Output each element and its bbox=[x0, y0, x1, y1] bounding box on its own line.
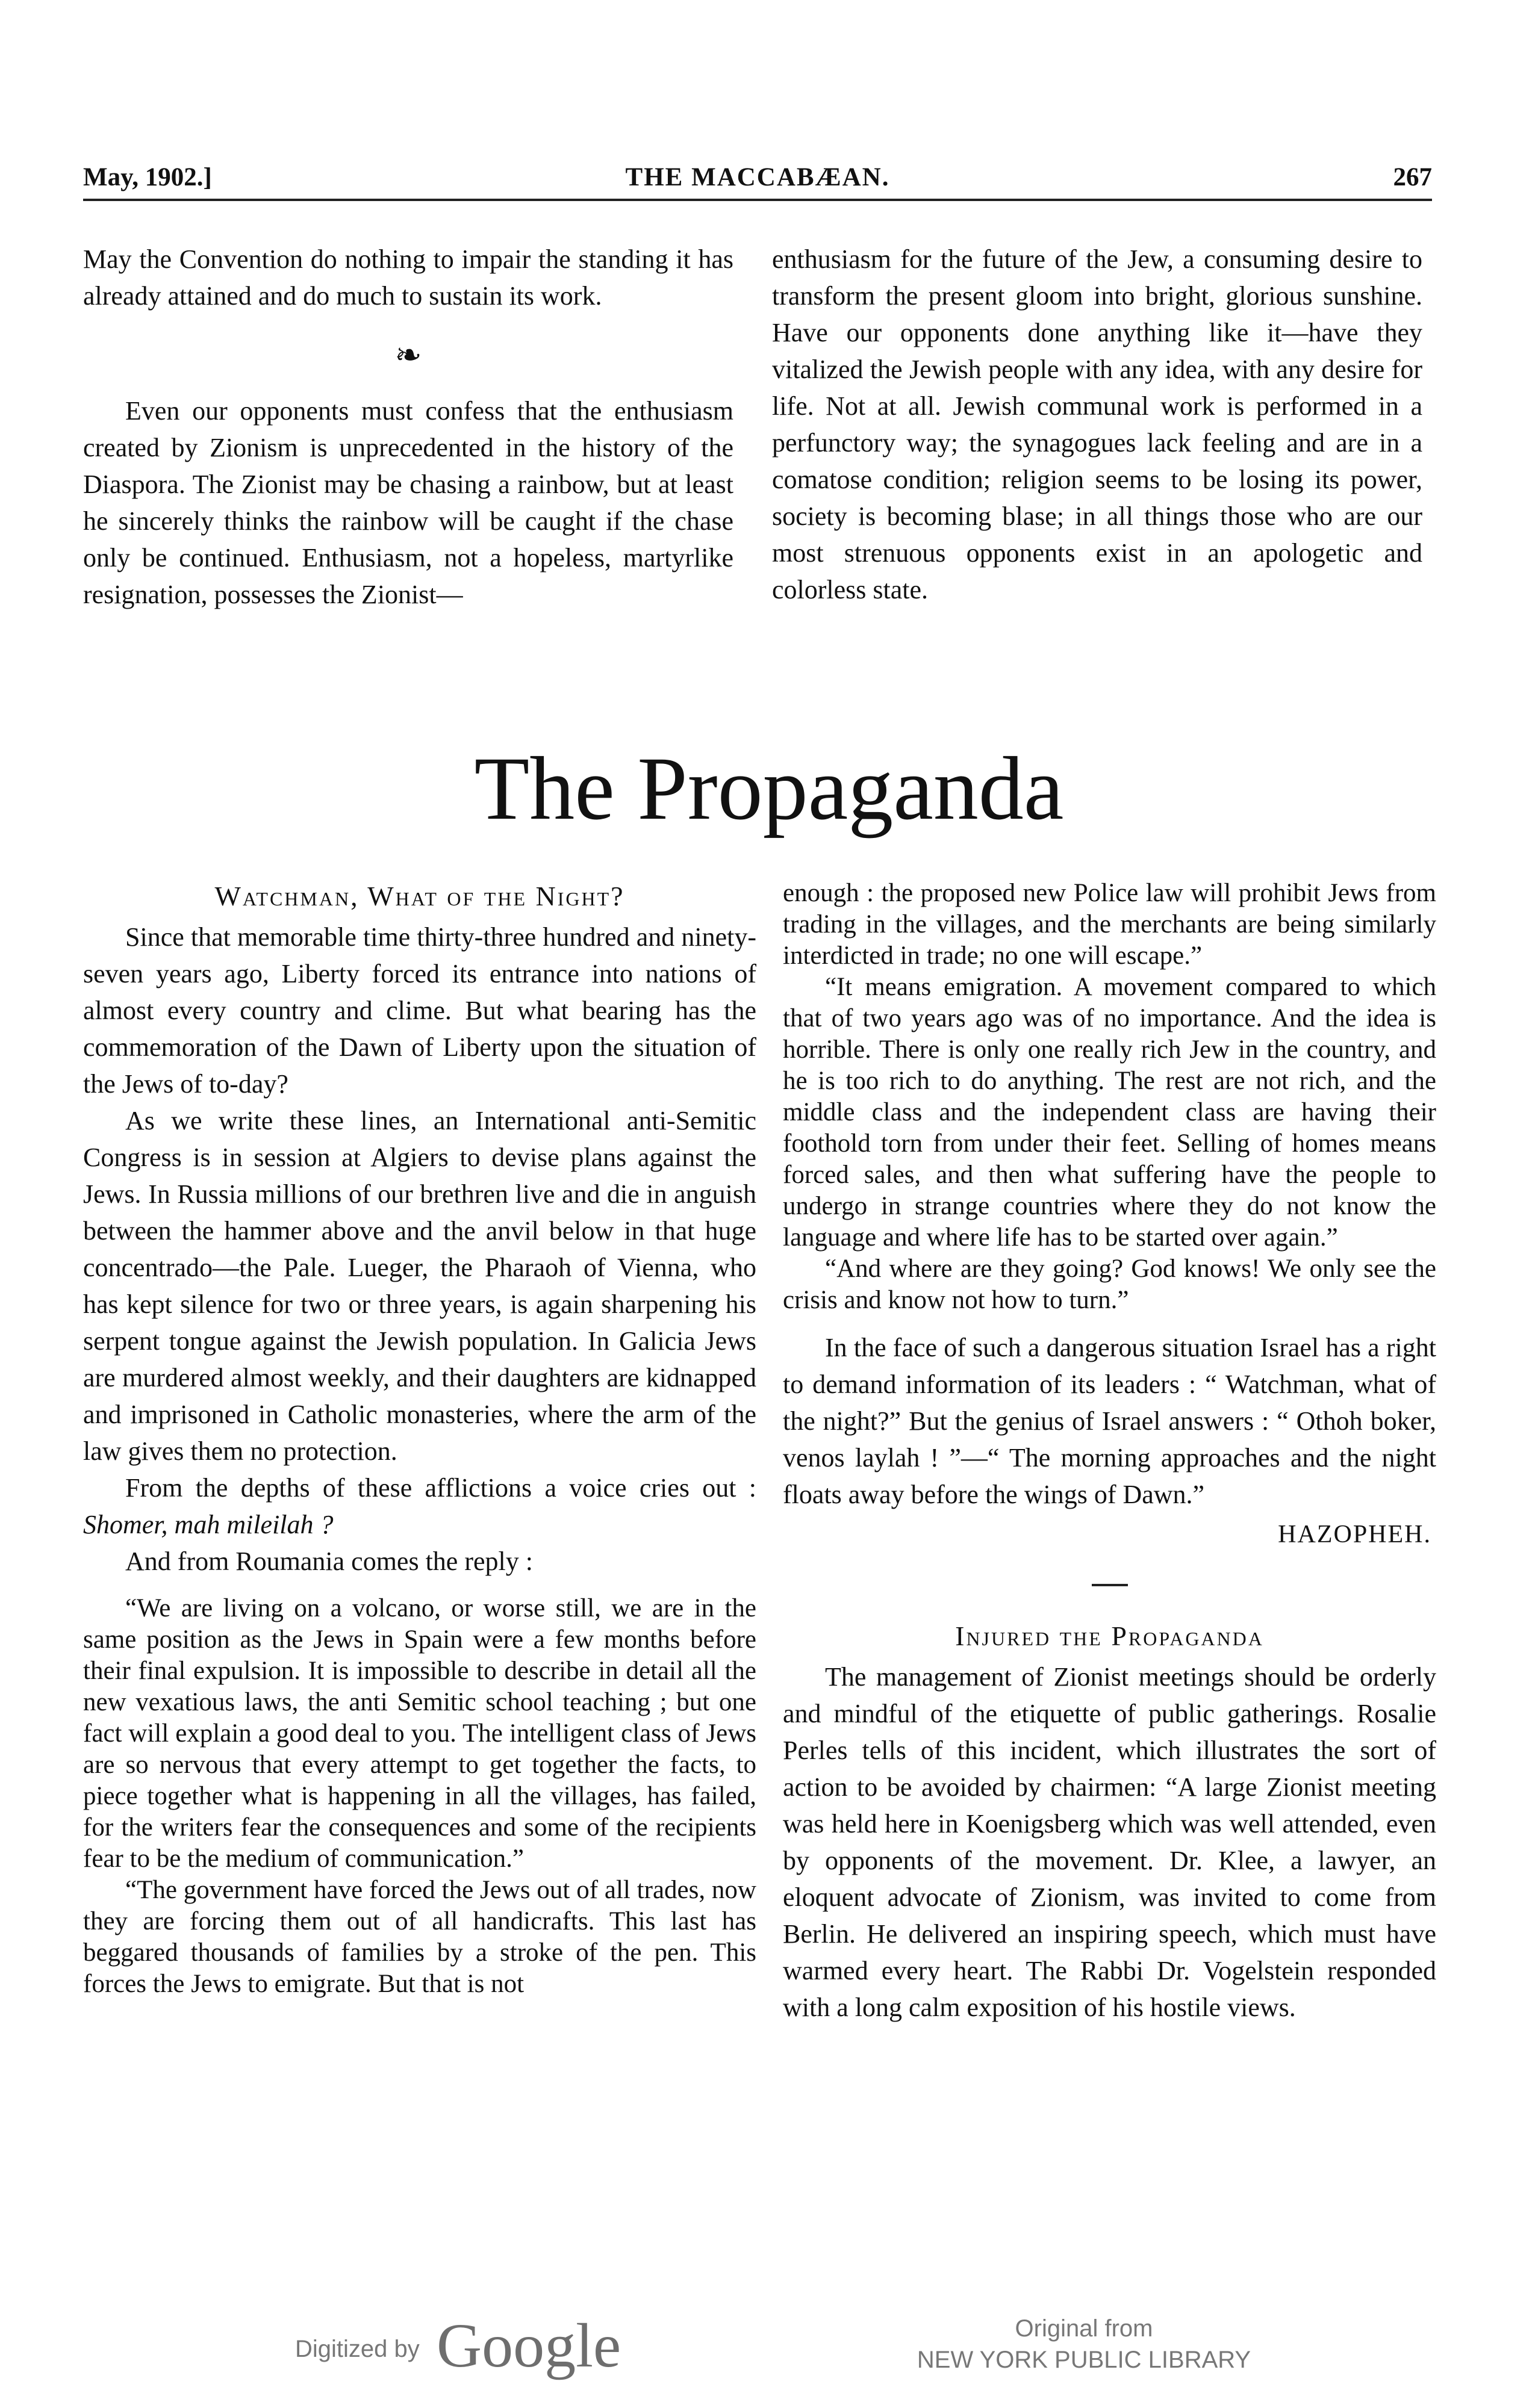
section-divider bbox=[1092, 1584, 1128, 1586]
watchman-column bbox=[83, 878, 756, 2000]
injured-paragraph: The management of Zionist meetings should be orderly and mindful of the etiquette of public gatherings. Rosalie Perles tells of this incident, which illustrates the sort of action to be avoided by chairmen: “A large Zionist meeting was held here in Koenigsberg which was well attended, even by opponents of the movement. Dr. Klee, a lawyer, an eloquent advocate of Zionism, was invited to come from Berlin. He delivered an inspiring speech, which must have warmed every heart. The Rabbi Dr. Vogelstein responded with a long calm exposition of his hostile views. bbox=[783, 1662, 1436, 2022]
watchman-paragraph-1: Since that memorable time thirty-three hundred and ninety-seven years ago, Liberty forced its entrance into nations of almost every country and clime. But what bearing has the commemoration of the Dawn of Liberty upon the situation of the Jews of to-day? bbox=[83, 922, 756, 1099]
library-name: NEW YORK PUBLIC LIBRARY bbox=[917, 2347, 1251, 2373]
watchman-paragraph-4: And from Roumania comes the reply : bbox=[125, 1547, 533, 1576]
roumania-quote-2: “The government have forced the Jews out of all trades, now they are forcing them out of all handicrafts. This last has beggared thousands of families by a stroke of the pen. This forces the Jews to emigrate. But that is not bbox=[83, 1876, 756, 1998]
leaf-ornament-icon: ❧ bbox=[394, 337, 422, 373]
header-page-number: 267 bbox=[1393, 163, 1432, 191]
original-from-watermark bbox=[891, 2313, 1277, 2375]
header-rule bbox=[83, 199, 1432, 201]
top-left-column bbox=[83, 241, 733, 613]
hebrew-phrase: Shomer, mah mileilah ? bbox=[83, 1510, 334, 1539]
section-title: The Propaganda bbox=[474, 739, 1064, 839]
digitized-by-watermark bbox=[295, 2313, 668, 2379]
paragraph-enthusiasm: Even our opponents must confess that the enthusiasm created by Zionism is unprecedented in the history of the Diaspora. The Zionist may be chasing a rainbow, but at least he sincerely thinks the rainbow will be caught if the chase only be continued. Enthusiasm, not a hopeless, martyrlike resignation, possesses the Zionist— bbox=[83, 396, 733, 609]
header-journal-title: THE MACCABÆAN. bbox=[625, 163, 890, 191]
header-date: May, 1902.] bbox=[83, 163, 212, 191]
paragraph-convention: May the Convention do nothing to impair the standing it has already attained and do much to sustain its work. bbox=[83, 244, 733, 311]
running-header bbox=[83, 158, 1432, 197]
google-logo: Google bbox=[437, 2311, 621, 2380]
watchman-paragraph-2: As we write these lines, an International anti-Semitic Congress is in session at Algiers to devise plans against the Jews. In Russia millions of our brethren live and die in anguish between the hammer above and the anvil below in that huge concentrado—the Pale. Lueger, the Pharaoh of Vienna, who has kept silence for two or three years, is again sharpening his serpent tongue against the Jewish population. In Galicia Jews are murdered almost weekly, and their daughters are kidnapped and imprisoned in Catholic monasteries, where the arm of the law gives them no protection. bbox=[83, 1106, 756, 1466]
digitized-by-label: Digitized by bbox=[295, 2336, 420, 2362]
watchman-paragraph-3 bbox=[83, 1469, 756, 1543]
injured-heading: Injured the Propaganda bbox=[955, 1621, 1264, 1651]
roumania-quote-2-cont: enough : the proposed new Police law will prohibit Jews from trading in the villages, and the merchants are being similarly interdicted in trade; no one will escape.” bbox=[783, 879, 1436, 970]
right-article-column bbox=[783, 878, 1436, 2026]
watchman-heading: Watchman, What of the Night? bbox=[214, 881, 625, 911]
roumania-quote-4: “And where are they going? God knows! We only see the crisis and know not how to turn.” bbox=[783, 1255, 1436, 1314]
author-signature: HAZOPHEH. bbox=[1278, 1521, 1431, 1548]
watchman-conclusion: In the face of such a dangerous situation Israel has a right to demand information of its leaders : “ Watchman, what of the night?” But the genius of Israel answers : “ Othoh boker, venos laylah ! ”—“ The morning approaches and the night floats away before the wings of Dawn.” bbox=[783, 1333, 1436, 1509]
roumania-quote-3: “It means emigration. A movement compared to which that of two years ago was of no importance. And the idea is horrible. There is only one really rich Jew in the country, and he is too rich to do anything. The rest are not rich, and the middle class and the independent class are having their foothold torn from under their feet. Selling of homes means forced sales, and then what suffering have the people to undergo in strange countries where they do not know the language and where life has to be started over again.” bbox=[783, 973, 1436, 1252]
original-from-label: Original from bbox=[1015, 2315, 1153, 2342]
paragraph-enthusiasm-cont: enthusiasm for the future of the Jew, a consuming desire to transform the present gloom into bright, glorious sunshine. Have our opponents done anything like it—have they vitalized the Jewish people with any idea, with any desire for life. Not at all. Jewish communal work is performed in a perfunctory way; the synagogues lack feeling and are in a comatose condition; religion seems to be losing its power, society is becoming blase; in all things those who are our most strenuous opponents exist in an apologetic and colorless state. bbox=[772, 244, 1422, 604]
top-right-column bbox=[772, 241, 1422, 608]
roumania-quote-1: “We are living on a volcano, or worse still, we are in the same position as the Jews in Spain were a few months before their final expulsion. It is impossible to describe in detail all the new vexatious laws, the anti Semitic school teaching ; but one fact will explain a good deal to you. The intelligent class of Jews are so nervous that every attempt to get together the facts, to piece together what is happening in all the villages, has failed, for the writers fear the consequences and some of the recipients fear to be the medium of communication.” bbox=[83, 1594, 756, 1873]
voice-cries-text: From the depths of these afflictions a voice cries out : bbox=[125, 1473, 756, 1503]
